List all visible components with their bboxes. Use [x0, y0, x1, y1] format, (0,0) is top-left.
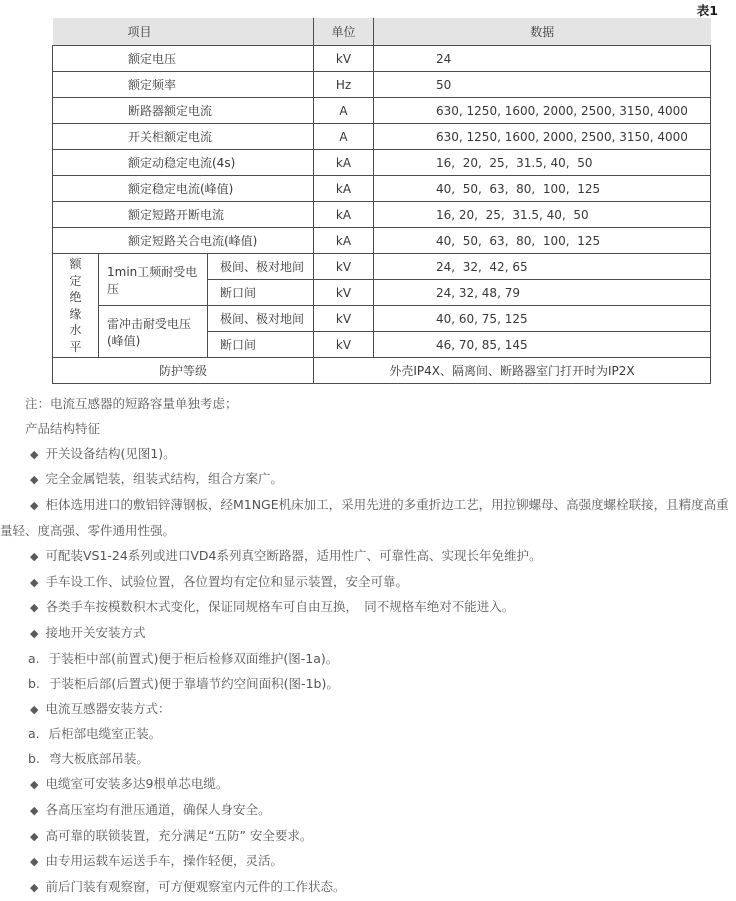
unit-cell: kV: [314, 280, 374, 306]
insulation-group-label: 额定绝缘水平: [69, 257, 82, 354]
line-text: 前后门装有观察窗，可方便观察室内元件的工作状态。: [45, 879, 346, 895]
item-cell: 额定频率: [53, 72, 314, 98]
line-text: 于装柜后部(后置式)便于靠墙节约空间面积(图-1b)。: [48, 675, 339, 691]
lettered-item-line: [0, 672, 734, 697]
diamond-bullet-icon: ◆: [30, 549, 39, 563]
table-row: [53, 98, 711, 124]
unit-cell: kA: [314, 150, 374, 176]
unit-cell: A: [314, 124, 374, 150]
diamond-bullet-icon: ◆: [30, 803, 39, 817]
insulation-subgroup-cell: 雷冲击耐受电压(峰值): [99, 306, 208, 358]
line-text: 柜体选用进口的敷铝锌薄钢板，经M1NGE机床加工，采用先进的多重折边工艺，用拉铆螺母、高强度螺栓联接，且精度高重量轻、度高强、零件通用性强。: [0, 497, 729, 538]
protection-label-cell: 防护等级: [53, 358, 314, 384]
item-cell: 额定短路开断电流: [53, 202, 314, 228]
table-footnote: 注：电流互感器的短路容量单独考虑；: [25, 396, 238, 411]
feature-line: [0, 849, 734, 875]
insulation-scope-cell: 极间、极对地间: [208, 306, 314, 332]
insulation-subgroup-cell: 1min工频耐受电压: [99, 254, 208, 306]
line-text: 于装柜中部(前置式)便于柜后检修双面维护(图-1a)。: [48, 650, 339, 666]
feature-line: [0, 595, 734, 621]
line-text: 开关设备结构(见图1)。: [45, 445, 176, 461]
diamond-bullet-icon: ◆: [30, 601, 39, 615]
table-row: [53, 228, 711, 254]
feature-line: [0, 697, 734, 723]
data-cell: 16, 20, 25, 31.5, 40, 50: [374, 202, 711, 228]
data-cell: 16, 20, 25, 31.5, 40, 50: [374, 150, 711, 176]
table-row: [53, 202, 711, 228]
line-text: 各类手车按模数积木式变化，保证同规格车可自由互换， 同不规格车绝对不能进入。: [45, 599, 515, 615]
diamond-bullet-icon: ◆: [30, 855, 39, 869]
insulation-scope-cell: 断口间: [208, 332, 314, 358]
table-row: [53, 150, 711, 176]
table-header-row: [53, 18, 711, 46]
diamond-bullet-icon: ◆: [30, 829, 39, 843]
feature-line: [0, 442, 734, 468]
line-text: 各高压室均有泄压通道，确保人身安全。: [45, 801, 271, 817]
unit-cell: kV: [314, 332, 374, 358]
item-cell: 断路器额定电流: [53, 98, 314, 124]
notes-section: [0, 392, 734, 901]
table-row: [53, 72, 711, 98]
spec-table-body: [53, 46, 711, 384]
feature-line: [0, 493, 734, 544]
item-cell: 额定短路关合电流(峰值): [53, 228, 314, 254]
line-text: 由专用运载车运送手车，操作轻便，灵活。: [45, 853, 283, 869]
diamond-bullet-icon: ◆: [30, 447, 39, 461]
letter-marker: a.: [28, 726, 40, 742]
feature-line: [0, 621, 734, 647]
unit-cell: kV: [314, 46, 374, 72]
line-text: 电缆室可安装多达9根单芯电缆。: [45, 775, 229, 791]
data-cell: 24: [374, 46, 711, 72]
feature-line: [0, 824, 734, 850]
feature-line: [0, 544, 734, 570]
line-text: 弯大板底部吊装。: [48, 751, 149, 767]
item-cell: 额定动稳定电流(4s): [53, 150, 314, 176]
line-text: 电流互感器安装方式：: [45, 700, 171, 716]
header-item: 项目: [53, 18, 314, 46]
diamond-bullet-icon: ◆: [30, 777, 39, 791]
letter-marker: a.: [28, 650, 40, 666]
data-cell: 630, 1250, 1600, 2000, 2500, 3150, 4000: [374, 124, 711, 150]
unit-cell: kA: [314, 176, 374, 202]
diamond-bullet-icon: ◆: [30, 499, 39, 513]
line-text: 可配装VS1-24系列或进口VD4系列真空断路器，适用性广、可靠性高、实现长年免维护。: [45, 547, 542, 563]
header-data: 数据: [374, 18, 711, 46]
unit-cell: Hz: [314, 72, 374, 98]
unit-cell: kV: [314, 254, 374, 280]
lettered-item-line: [0, 722, 734, 747]
diamond-bullet-icon: ◆: [30, 473, 39, 487]
line-text: 后柜部电缆室正装。: [48, 726, 162, 742]
data-cell: 46, 70, 85, 145: [374, 332, 711, 358]
data-cell: 50: [374, 72, 711, 98]
table-caption: 表1: [696, 3, 718, 18]
unit-cell: kA: [314, 202, 374, 228]
lettered-item-line: [0, 647, 734, 672]
spec-table-container: [52, 18, 711, 384]
unit-cell: kV: [314, 306, 374, 332]
item-cell: 额定电压: [53, 46, 314, 72]
data-cell: 40, 60, 75, 125: [374, 306, 711, 332]
insulation-scope-cell: 断口间: [208, 280, 314, 306]
diamond-bullet-icon: ◆: [30, 881, 39, 895]
unit-cell: A: [314, 98, 374, 124]
table-row: [53, 306, 711, 332]
data-cell: 24, 32, 48, 79: [374, 280, 711, 306]
diamond-bullet-icon: ◆: [30, 702, 39, 716]
unit-cell: kA: [314, 228, 374, 254]
item-cell: 开关柜额定电流: [53, 124, 314, 150]
data-cell: 24, 32, 42, 65: [374, 254, 711, 280]
table-row: [53, 254, 711, 280]
line-text: 接地开关安装方式: [45, 625, 146, 641]
table-row: [53, 176, 711, 202]
diamond-bullet-icon: ◆: [30, 575, 39, 589]
protection-value-cell: 外壳IP4X、隔离间、断路器室门打开时为IP2X: [314, 358, 711, 384]
line-text: 高可靠的联锁装置，充分满足“五防” 安全要求。: [45, 827, 313, 843]
feature-line: [0, 570, 734, 596]
item-cell: 额定稳定电流(峰值): [53, 176, 314, 202]
feature-line: [0, 467, 734, 493]
insulation-scope-cell: 极间、极对地间: [208, 254, 314, 280]
letter-marker: b.: [28, 675, 40, 691]
insulation-group-cell: [53, 254, 99, 358]
line-text: 手车设工作、试验位置，各位置均有定位和显示装置，安全可靠。: [45, 573, 408, 589]
data-cell: 40, 50, 63, 80, 100, 125: [374, 176, 711, 202]
letter-marker: b.: [28, 751, 40, 767]
data-cell: 40, 50, 63, 80, 100, 125: [374, 228, 711, 254]
spec-table: [52, 18, 711, 384]
diamond-bullet-icon: ◆: [30, 627, 39, 641]
feature-line: [0, 798, 734, 824]
table-row: [53, 358, 711, 384]
line-text: 完全金属铠装，组装式结构，组合方案广。: [45, 471, 283, 487]
lettered-item-line: [0, 747, 734, 772]
features-heading: 产品结构特征: [25, 420, 101, 436]
feature-line: [0, 772, 734, 798]
table-row: [53, 46, 711, 72]
header-unit: 单位: [314, 18, 374, 46]
data-cell: 630, 1250, 1600, 2000, 2500, 3150, 4000: [374, 98, 711, 124]
table-row: [53, 124, 711, 150]
feature-line: [0, 875, 734, 901]
